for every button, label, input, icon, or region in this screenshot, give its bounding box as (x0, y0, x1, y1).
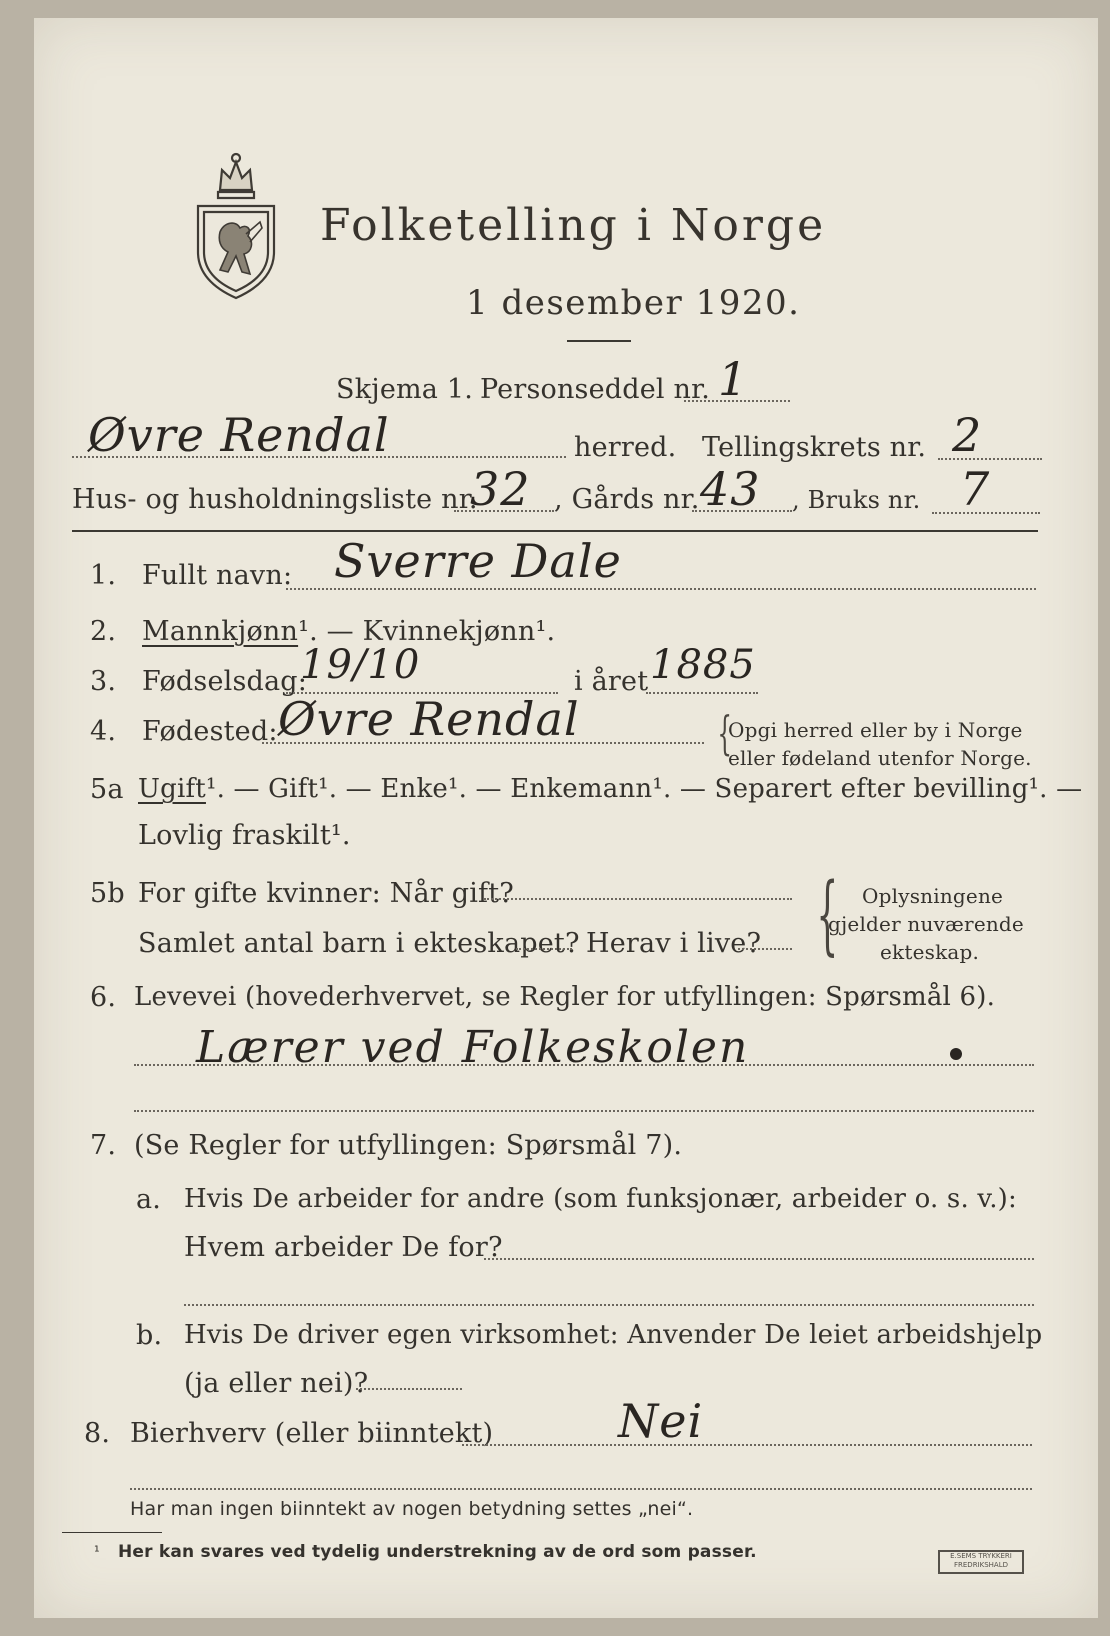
document-title: Folketelling i Norge (320, 200, 827, 251)
q4-note-line-1: Opgi herred eller by i Norge (728, 718, 1023, 742)
q2-number: 2. (90, 616, 117, 647)
tellingskrets-label: Tellingskrets nr. (702, 432, 927, 463)
gaards-label: , Gårds nr. (554, 484, 700, 515)
q6-ink-blot (950, 1048, 962, 1060)
q5a-other-options: ¹. — Gift¹. — Enke¹. — Enkemann¹. — Separert efter bevilling¹. — (205, 774, 1083, 804)
q2-female-option: Kvinnekjønn¹. (362, 616, 556, 647)
q8-value: Nei (618, 1394, 704, 1448)
q1-label: Fullt navn: (142, 560, 293, 591)
q7-number: 7. (90, 1130, 117, 1161)
q7b-number: b. (136, 1320, 163, 1351)
herred-label: herred. (574, 432, 677, 463)
q5b-children-field-line (516, 948, 572, 950)
q8-number: 8. (84, 1418, 111, 1449)
q8-field-line-2 (130, 1488, 1032, 1490)
q4-number: 4. (90, 716, 117, 747)
printer-stamp (938, 1550, 1024, 1574)
q3-year-value: 1885 (650, 642, 756, 688)
q5b-number: 5b (90, 878, 125, 909)
q5b-note-line-1: Oplysningene (862, 884, 1004, 908)
q7a-field-line-1 (484, 1258, 1034, 1260)
q4-value: Øvre Rendal (278, 692, 580, 746)
q3-year-field-line (646, 692, 758, 694)
tellingskrets-value: 2 (952, 408, 983, 462)
footnote-divider (62, 1532, 162, 1533)
q1-number: 1. (90, 560, 117, 591)
no-income-note: Har man ingen biinntekt av nogen betydning settes „nei“. (130, 1498, 694, 1520)
q5b-note-line-2: gjelder nuværende (828, 912, 1024, 936)
q7b-field-line (356, 1388, 462, 1390)
q5b-label: For gifte kvinner: Når gift? (138, 878, 514, 909)
bruks-label: , Bruks nr. (792, 486, 921, 514)
q2-male-option: Mannkjønn (142, 616, 299, 647)
q5a-number: 5a (90, 774, 124, 805)
printer-stamp-line-1: E.SEMS TRYKKERI (950, 1552, 1012, 1560)
skjema-label: Skjema 1. (336, 374, 474, 405)
q8-label: Bierhverv (eller biinntekt) (130, 1418, 494, 1449)
printer-stamp-line-2: FREDRIKSHALD (953, 1561, 1008, 1569)
q5b-note-brace: { (816, 865, 839, 965)
q5a-ugift-option: Ugift (138, 774, 206, 804)
q6-label: Levevei (hovederhvervet, se Regler for utfyllingen: Spørsmål 6). (134, 982, 996, 1012)
q5b-note-line-3: ekteskap. (880, 940, 980, 964)
hus-value: 32 (470, 462, 531, 516)
gaards-value: 43 (700, 462, 761, 516)
footnote: Her kan svares ved tydelig understrekning av de ord som passer. (118, 1542, 757, 1562)
q3-year-label: i året (574, 666, 649, 697)
q7a-label: Hvis De arbeider for andre (som funksjonær, arbeider o. s. v.): (184, 1184, 1017, 1214)
q5b-alive-label: Herav i live? (586, 928, 762, 959)
q5b-alive-field-line (738, 948, 792, 950)
q7a-field-line-2 (184, 1304, 1034, 1306)
bruks-value: 7 (960, 462, 991, 516)
q7-label: (Se Regler for utfyllingen: Spørsmål 7). (134, 1130, 683, 1161)
q7b-label: Hvis De driver egen virksomhet: Anvender De leiet arbeidshjelp (184, 1320, 1043, 1350)
q1-value: Sverre Dale (334, 534, 622, 588)
q3-number: 3. (90, 666, 117, 697)
footnote-mark: ¹ (94, 1544, 100, 1560)
q5a-options (138, 774, 1082, 804)
q7a-number: a. (136, 1184, 162, 1215)
q5b-married-field-line (484, 898, 792, 900)
q5a-line-2: Lovlig fraskilt¹. (138, 820, 351, 851)
norwegian-coat-of-arms-icon (190, 148, 282, 300)
document-date: 1 desember 1920. (466, 283, 801, 323)
q2-separator: ¹. — (298, 616, 363, 647)
q7a-line-2: Hvem arbeider De for? (184, 1232, 503, 1263)
q4-label: Fødested: (142, 716, 278, 747)
header-separator (72, 530, 1038, 532)
q3-label: Fødselsdag: (142, 666, 308, 697)
personseddel-label: Personseddel nr. (480, 374, 711, 405)
q6-field-line-2 (134, 1110, 1034, 1112)
q8-field-line (462, 1444, 1032, 1446)
title-divider (567, 340, 631, 342)
q5b-children-label: Samlet antal barn i ekteskapet? (138, 928, 580, 959)
q4-note-brace: { (717, 706, 732, 760)
q4-note-line-2: eller fødeland utenfor Norge. (728, 746, 1032, 770)
q7b-line-2: (ja eller nei)? (184, 1368, 369, 1399)
hus-label: Hus- og husholdningsliste nr. (72, 484, 478, 515)
q6-value: Lærer ved Folkeskolen (196, 1022, 750, 1073)
q6-field-line-1 (134, 1064, 1034, 1066)
herred-value: Øvre Rendal (88, 408, 390, 462)
q1-field-line (286, 588, 1036, 590)
personseddel-value: 1 (718, 352, 749, 406)
q3-value: 19/10 (300, 642, 421, 688)
q6-number: 6. (90, 982, 117, 1013)
